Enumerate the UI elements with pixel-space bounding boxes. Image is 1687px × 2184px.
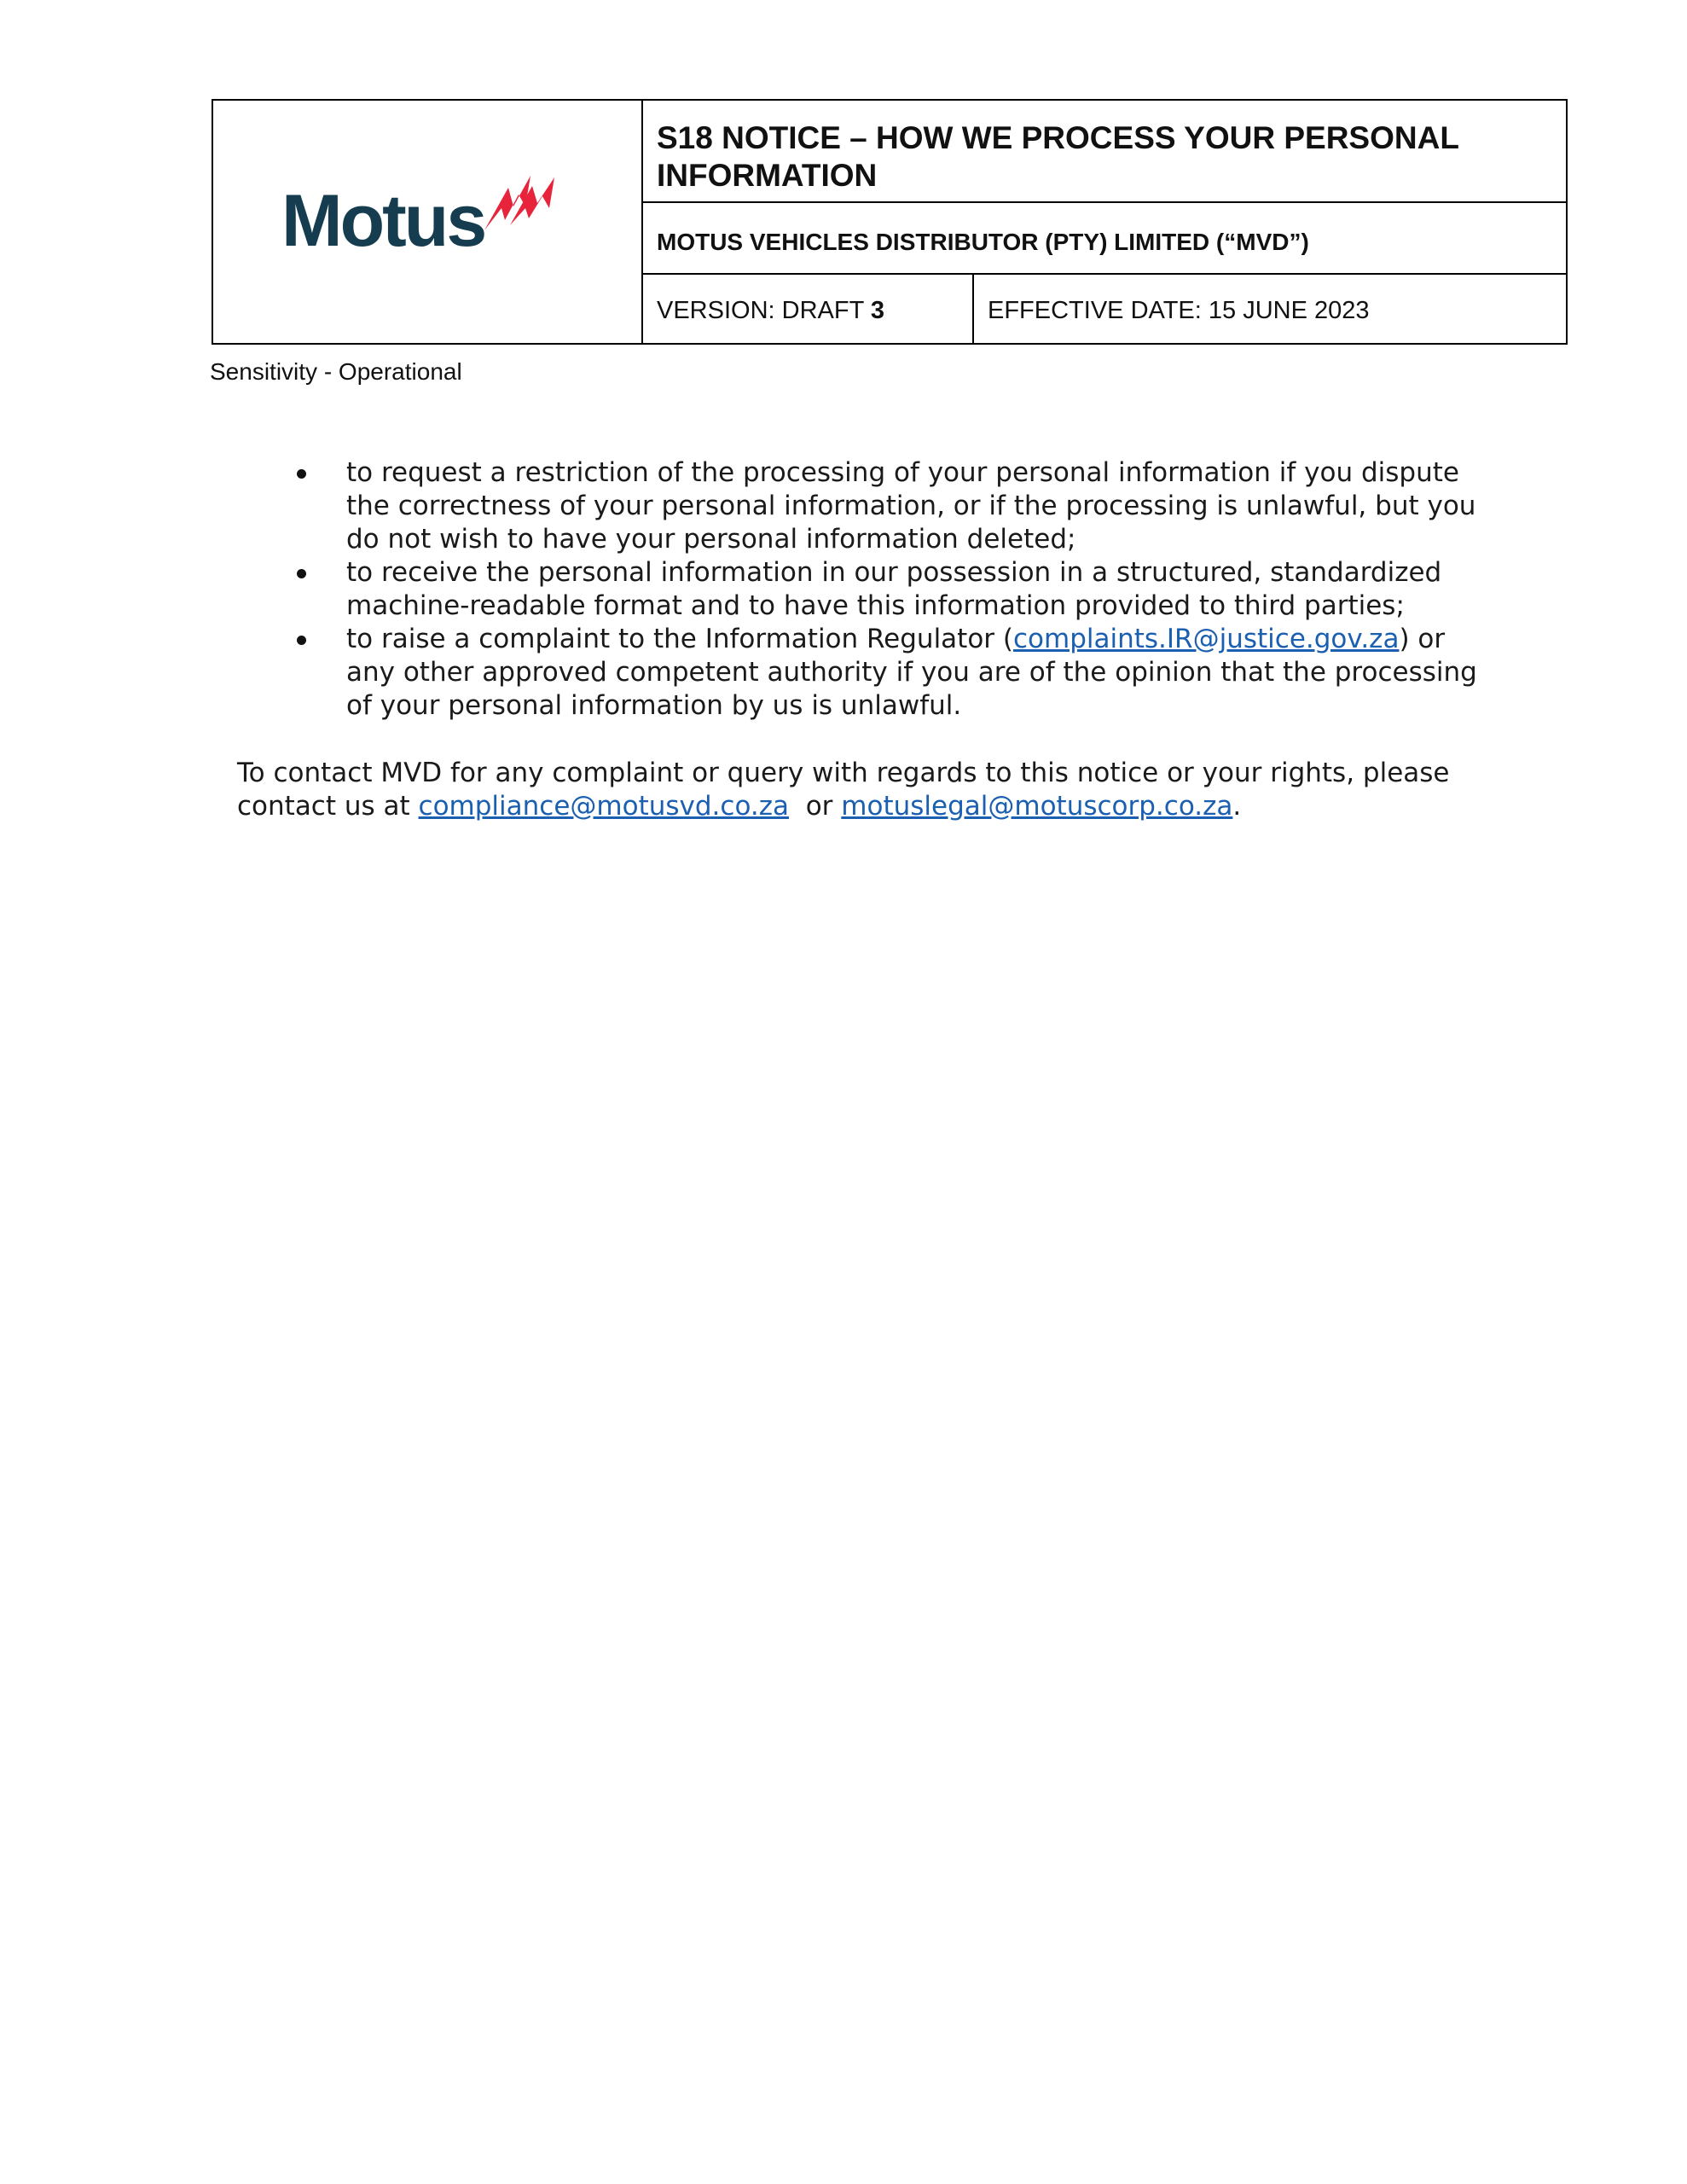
list-item-text-after: ) or any other approved competent authority if you are of the opinion that the processing of your personal information by us is unlawful. [346, 624, 1477, 721]
logo-wordmark: Motus [281, 180, 485, 262]
bullet-icon [297, 636, 306, 645]
list-item-text: to request a restriction of the processing of your personal information if you dispute the correctness of your personal information, or if the processing is unlawful, but you do not wish to have your personal information deleted; [346, 457, 1476, 555]
list-item [288, 623, 1499, 723]
version-number: 3 [870, 297, 884, 324]
compliance-email-link[interactable]: compliance@motusvd.co.za [418, 791, 789, 822]
logo-cell [213, 101, 643, 343]
contact-text-after: . [1232, 791, 1242, 822]
contact-paragraph [237, 757, 1516, 823]
contact-text-middle: or [789, 791, 842, 822]
regulator-email-link[interactable]: complaints.IR@justice.gov.za [1013, 624, 1400, 654]
document-header-table [212, 99, 1568, 345]
contact-text-before: To contact MVD for any complaint or query with regards to this notice or your rights, please contact us at [237, 758, 1450, 822]
version-label: VERSION: DRAFT [657, 297, 871, 324]
document-title: S18 NOTICE – HOW WE PROCESS YOUR PERSONAL INFORMATION [657, 120, 1459, 193]
bullet-icon [297, 569, 306, 578]
title-cell [643, 101, 1566, 203]
version-cell [643, 275, 974, 343]
company-name: MOTUS VEHICLES DISTRIBUTOR (PTY) LIMITED (“MVD”) [657, 229, 1309, 255]
lightning-logo-icon [476, 169, 561, 254]
bullet-icon [297, 469, 306, 479]
list-item [288, 556, 1499, 623]
effective-date: EFFECTIVE DATE: 15 JUNE 2023 [988, 297, 1370, 324]
rights-list [288, 456, 1499, 723]
sensitivity-label: Sensitivity - Operational [210, 358, 462, 385]
list-item-text: to receive the personal information in our possession in a structured, standardized machine-readable format and to have this information provided to third parties; [346, 557, 1442, 621]
list-item-text-before: to raise a complaint to the Information Regulator ( [346, 624, 1013, 654]
effective-date-cell [974, 275, 1566, 343]
list-item [288, 456, 1499, 556]
company-cell [643, 203, 1566, 275]
legal-email-link[interactable]: motuslegal@motuscorp.co.za [841, 791, 1233, 822]
motus-logo [281, 169, 571, 271]
